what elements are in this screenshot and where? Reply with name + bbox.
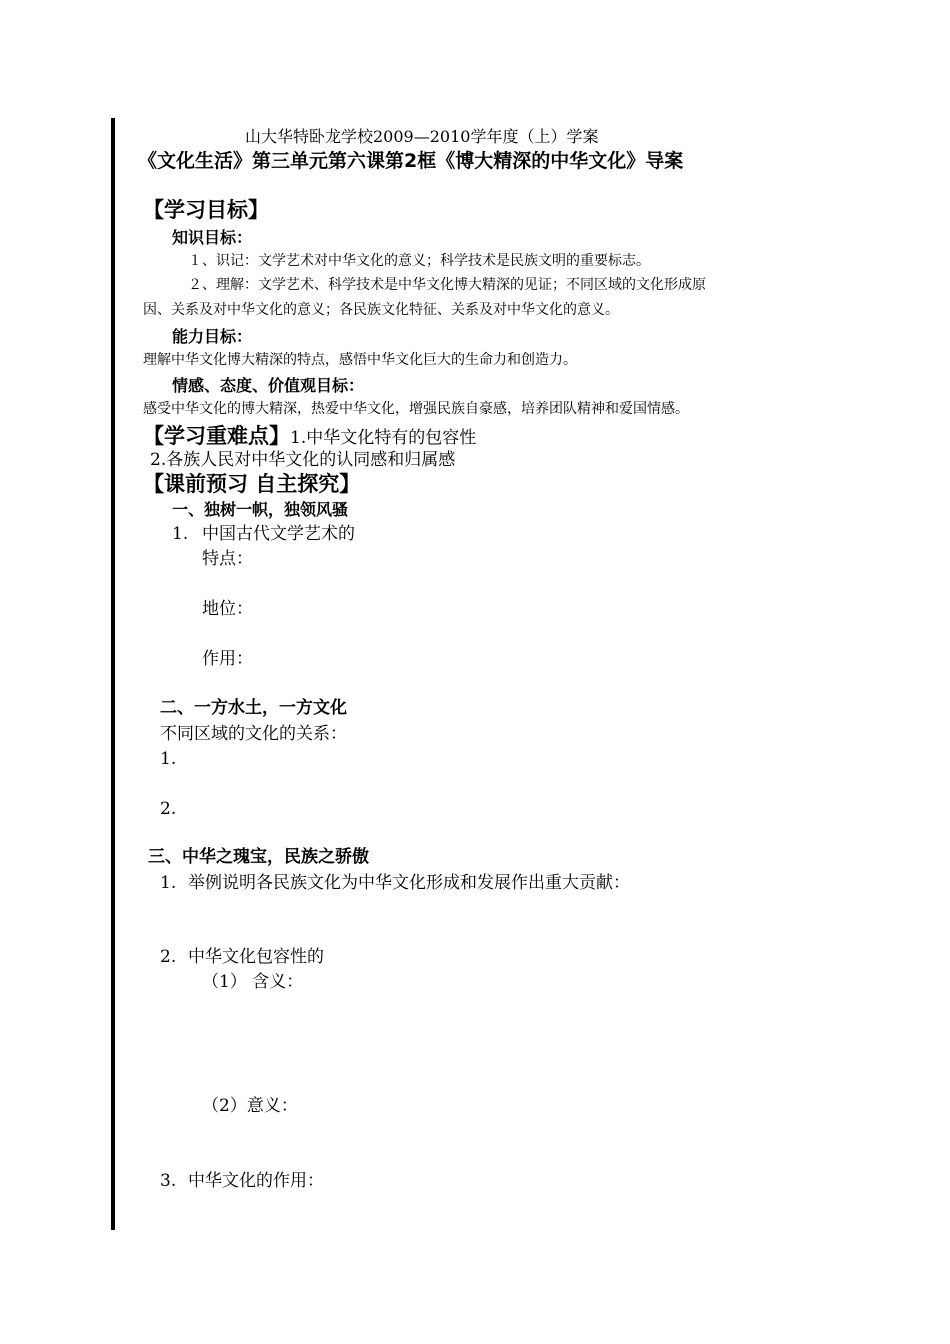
section-3-item-2: 中华文化包容性的 <box>188 947 324 967</box>
knowledge-goal-2a: ２、理解：文学艺术、科学技术是中华文化博大精深的见证；不同区域的文化形成原 <box>188 277 706 293</box>
key-point-2: 2.各族人民对中华文化的认同感和归属感 <box>150 450 456 470</box>
section-3-item-3-number: 3. <box>160 1171 177 1191</box>
section-3-meaning-label: （1） 含义： <box>202 972 304 992</box>
section-1-role-label: 作用： <box>202 649 253 669</box>
section-3-item-1: 举例说明各民族文化为中华文化形成和发展作出重大贡献： <box>188 873 630 893</box>
section-1-feature-label: 特点： <box>202 549 253 569</box>
school-header: 山大华特卧龙学校2009—2010学年度（上）学案 <box>245 127 599 146</box>
objectives-heading: 【学习目标】 <box>143 198 269 222</box>
ability-goal-text: 理解中华文化博大精深的特点，感悟中华文化巨大的生命力和创造力。 <box>143 352 577 368</box>
values-goal-text: 感受中华文化的博大精深，热爱中华文化，增强民族自豪感，培养团队精神和爱国情感。 <box>143 401 689 417</box>
ability-goal-label: 能力目标： <box>172 327 253 346</box>
preview-heading: 【课前预习 自主探究】 <box>143 472 361 496</box>
section-1-title: 一、独树一帜，独领风骚 <box>172 500 349 519</box>
key-points-heading: 【学习重难点】 <box>143 424 290 448</box>
knowledge-goal-1: １、识记：文学艺术对中华文化的意义；科学技术是民族文明的重要标志。 <box>188 253 650 269</box>
knowledge-goal-2b: 因、关系及对中华文化的意义；各民族文化特征、关系及对中华文化的意义。 <box>143 302 619 318</box>
section-3-significance-label: （2）意义： <box>202 1096 298 1116</box>
section-1-status-label: 地位： <box>202 599 253 619</box>
section-3-title: 三、中华之瑰宝，民族之骄傲 <box>148 847 369 867</box>
section-3-item-3: 中华文化的作用： <box>188 1171 324 1191</box>
values-goal-label: 情感、态度、价值观目标： <box>172 376 365 395</box>
section-1-item-1-number: 1. <box>172 524 189 544</box>
section-3-item-2-number: 2. <box>160 947 177 967</box>
section-2-relation-label: 不同区域的文化的关系： <box>160 724 347 744</box>
section-2-title: 二、一方水土，一方文化 <box>160 698 347 718</box>
knowledge-goal-label: 知识目标： <box>172 228 253 247</box>
section-2-number-2: 2. <box>160 799 177 819</box>
section-2-number-1: 1. <box>160 749 177 769</box>
key-point-1: 1.中华文化特有的包容性 <box>290 428 477 448</box>
section-1-item-1: 中国古代文学艺术的 <box>202 524 355 544</box>
key-points-line <box>143 424 476 449</box>
section-3-item-1-number: 1. <box>160 873 177 893</box>
page-title: 《文化生活》第三单元第六课第2框《博大精深的中华文化》导案 <box>138 150 684 172</box>
left-margin-rule <box>111 118 115 1230</box>
